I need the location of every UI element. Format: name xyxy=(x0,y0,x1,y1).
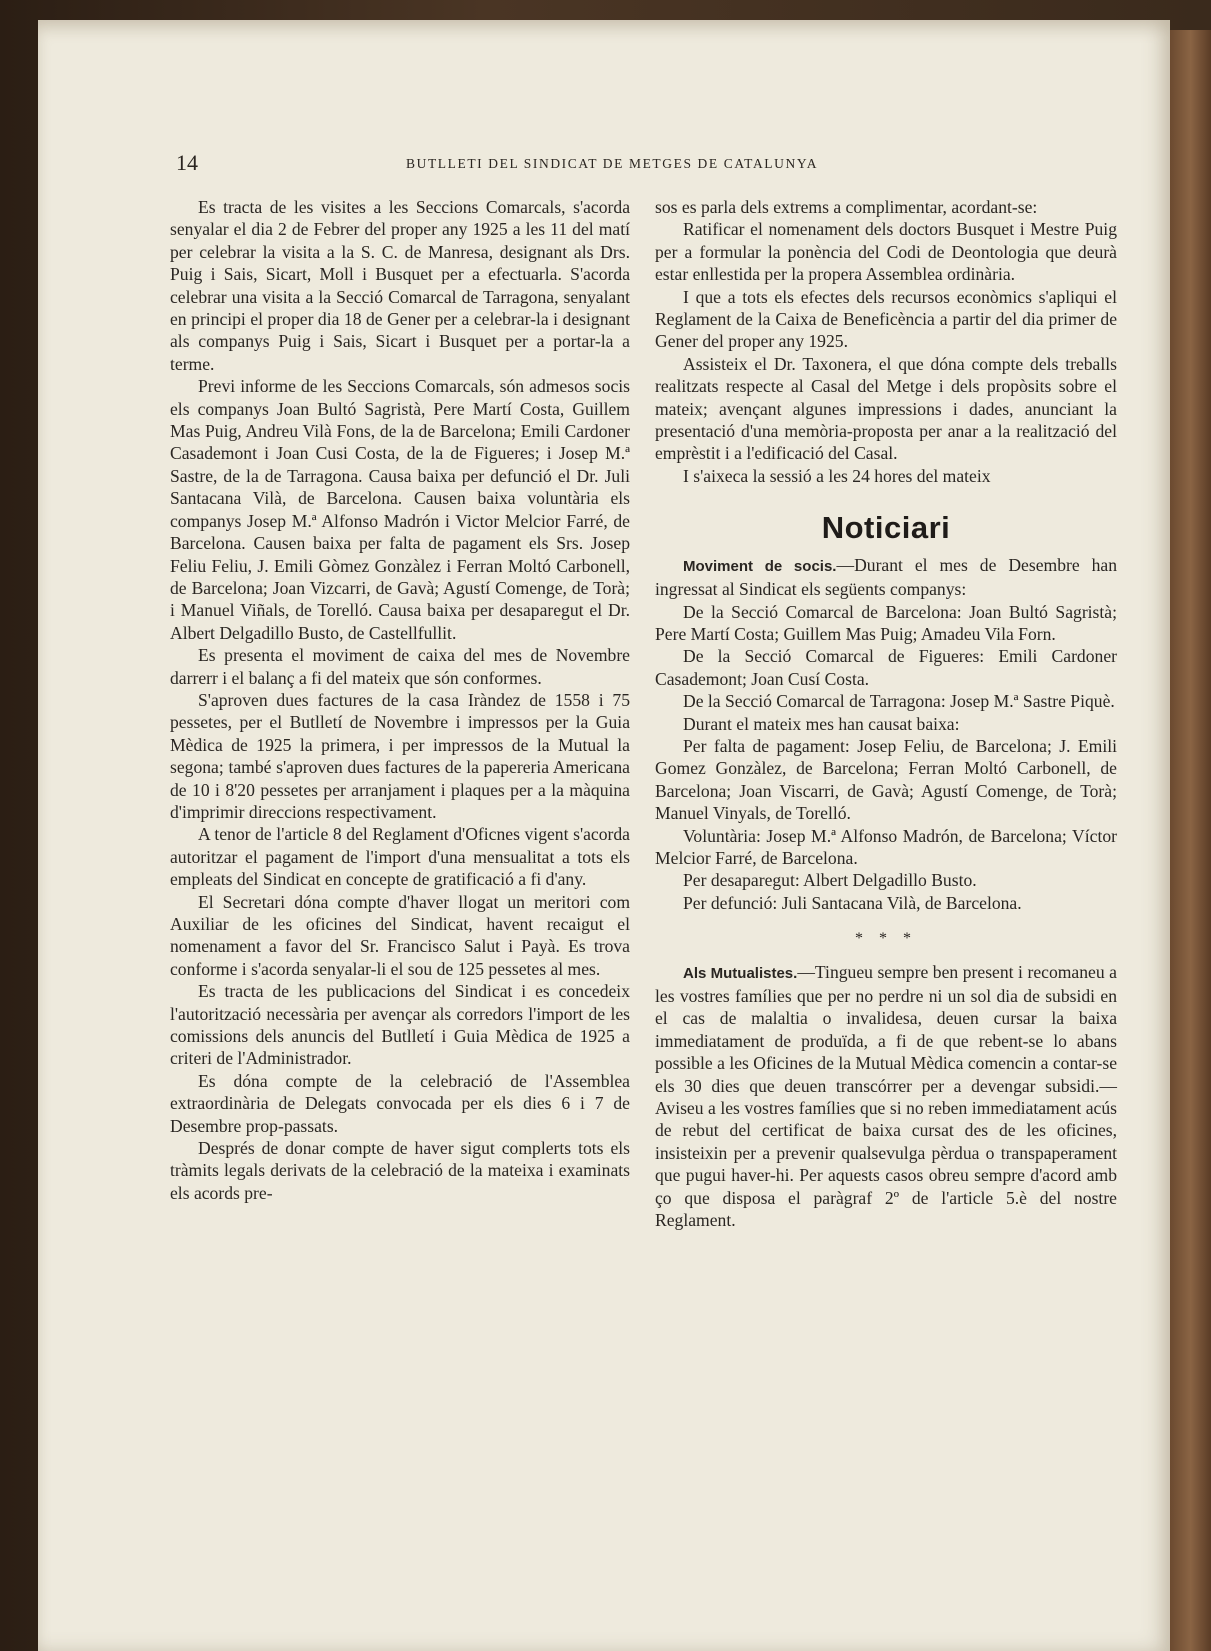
paragraph: De la Secció Comarcal de Figueres: Emili Cardoner Casademont; Joan Cusí Costa. xyxy=(655,646,1117,689)
note-mutualistes xyxy=(655,961,1117,1232)
note-moviment-socis xyxy=(655,554,1117,601)
paragraph: Previ informe de les Seccions Comarcals, són admesos socis els companys Joan Bultó Sagristà, Pere Martí Costa, Guillem Mas Puig, Andreu Vilà Fons, de la de Barcelona; Emili Cardoner Casademont i Joan Cusi Costa, de la de Figueres; i Josep M.ª Sastre, de la de Tarragona. Causa baixa per defunció el Dr. Juli Santacana Vilà, de Barcelona. Causen baixa voluntària els companys Josep M.ª Alfonso Madrón i Victor Melcior Farré, de Barcelona. Causen baixa per falta de pagament els Srs. Josep Feliu Feliu, J. Emili Gòmez Gonzàlez i Ferran Moltó Carbonell, de Barcelona; Joan Vizcarri, de Gavà; Agustí Comenge, de Torà; i Manuel Viñals, de Torelló. Causa baixa per desaparegut el Dr. Albert Delgadillo Busto, de Castellfullit. xyxy=(170,376,630,643)
section-separator: * * * xyxy=(855,930,917,948)
paragraph: De la Secció Comarcal de Barcelona: Joan Bultó Sagristà; Pere Martí Costa; Guillem Mas Puig; Amadeu Vila Forn. xyxy=(655,601,1117,644)
note-text: —Tingueu sempre ben present i recomaneu a les vostres famílies que per no perdre ni un sol dia de subsidi en el cas de malaltia o invalidesa, deuen cursar la baixa immediatament de produïda, a fi de que rebent-se lo abans possible a les Oficines de la Mutual Mèdica comencin a contar-se els 30 dies que deuen transcórrer per a devengar subsidi.—Aviseu a les vostres famílies que si no reben immediatament acús de rebut del certificat de baixa cursat des de les oficines, insisteixin per a prevenir qualsevulga pèrdua o transpaperament que pugui haver-hi. Per aquests casos obreu sempre d'acord amb ço que disposa el paràgraf 2º de l'article 5.è del nostre Reglament. xyxy=(655,961,1117,1231)
paragraph: Per defunció: Juli Santacana Vilà, de Barcelona. xyxy=(683,892,1022,913)
paragraph: I que a tots els efectes dels recursos econòmics s'apliqui el Reglament de la Caixa de Beneficència a partir del dia primer de Gener del proper any 1925. xyxy=(655,286,1117,352)
running-title: BUTLLETI DEL SINDICAT DE METGES DE CATALUNYA xyxy=(406,156,819,171)
paragraph: Es presenta el moviment de caixa del mes de Novembre darrerr i el balanç a fi del mateix que són conformes. xyxy=(170,645,630,688)
right-column xyxy=(655,196,1117,1231)
left-column xyxy=(170,196,630,1204)
book-spine xyxy=(1170,30,1211,1651)
paragraph: I s'aixeca la sessió a les 24 hores del mateix xyxy=(683,465,991,486)
section-title-noticiari: Noticiari xyxy=(821,510,951,546)
paragraph: Es tracta de les publicacions del Sindicat i es concedeix l'autorització necessària per avençar als corredors l'import de les comissions dels anuncis del Butlletí i Guia Mèdica de 1925 a criteri de l'Administrador. xyxy=(170,981,630,1069)
paragraph: S'aproven dues factures de la casa Iràndez de 1558 i 75 pessetes, per el Butlletí de Novembre i impressos per la Guia Mèdica de 1925 la primera, i per impressos de la Mutual la segona; també s'aproven dues factures de la papereria Americana de 10 i 8'20 pessetes per arranjament i plaques per a la màquina d'imprimir direccions respectivament. xyxy=(170,689,630,822)
paragraph: A tenor de l'article 8 del Reglament d'Oficnes vigent s'acorda autoritzar el pagament de l'import d'una mensualitat a tots els empleats del Sindicat en concepte de gratificació a fi d'any. xyxy=(170,824,630,890)
note-intro: —Durant el mes de Desembre han ingressat al Sindicat els següents companys: xyxy=(655,554,1117,600)
paragraph: Es dóna compte de la celebració de l'Assemblea extraordinària de Delegats convocada per els dies 6 i 7 de Desembre prop-passats. xyxy=(170,1070,630,1136)
paragraph: Voluntària: Josep M.ª Alfonso Madrón, de Barcelona; Víctor Melcior Farré, de Barcelona. xyxy=(655,825,1117,868)
paragraph: Després de donar compte de haver sigut complerts tots els tràmits legals derivats de la celebració de la mateixa i examinats els acords pre- xyxy=(170,1138,630,1203)
paragraph: De la Secció Comarcal de Tarragona: Josep M.ª Sastre Piquè. xyxy=(683,691,1115,712)
paragraph: Ratificar el nomenament dels doctors Busquet i Mestre Puig per a formular la ponència del Codi de Deontologia que deurà estar enllestida per la propera Assemblea ordinària. xyxy=(655,219,1117,285)
note-lead: Moviment de socis. xyxy=(683,557,837,575)
paragraph: Es tracta de les visites a les Seccions Comarcals, s'acorda senyalar el dia 2 de Febrer del proper any 1925 a les 11 del matí per celebrar la visita a la S. C. de Manresa, designant als Drs. Puig i Sais, Sicart, Moll i Busquet per a efectuarla. S'acorda celebrar una visita a la Secció Comarcal de Tarragona, senyalant en principi el proper dia 18 de Gener per a celebrar-la i designant als companys Puig i Sais, Sicart i Busquet per a portar-la a terme. xyxy=(170,197,630,374)
paragraph: Durant el mateix mes han causat baixa: xyxy=(683,713,960,734)
paragraph: El Secretari dóna compte d'haver llogat un meritori com Auxiliar de les oficines del Sindicat, havent recaigut el nomenament a favor del Sr. Francisco Salut i Payà. Es trova conforme i s'acorda senyalar-li el sou de 125 pessetes al mes. xyxy=(170,891,630,979)
page-header xyxy=(176,150,876,184)
paragraph: Assisteix el Dr. Taxonera, el que dóna compte dels treballs realitzats respecte al Casal del Metge i dels propòsits sobre el mateix; avençant algunes impressions i dades, anunciant la presentació d'una memòria-proposta per anar a la realització del emprèstit i a l'edificació del Casal. xyxy=(655,353,1117,464)
note-lead: Als Mutualistes. xyxy=(683,964,798,982)
page-number: 14 xyxy=(176,150,198,175)
paragraph: Per falta de pagament: Josep Feliu, de Barcelona; J. Emili Gomez Gonzàlez, de Barcelona; Ferran Moltó Carbonell, de Barcelona; Joan Viscarri, de Gavà; Agustí Comenge, de Torà; Manuel Vinyals, de Torelló. xyxy=(655,735,1117,824)
paragraph: Per desaparegut: Albert Delgadillo Busto. xyxy=(683,870,977,891)
paragraph: sos es parla dels extrems a complimentar, acordant-se: xyxy=(655,197,1038,217)
